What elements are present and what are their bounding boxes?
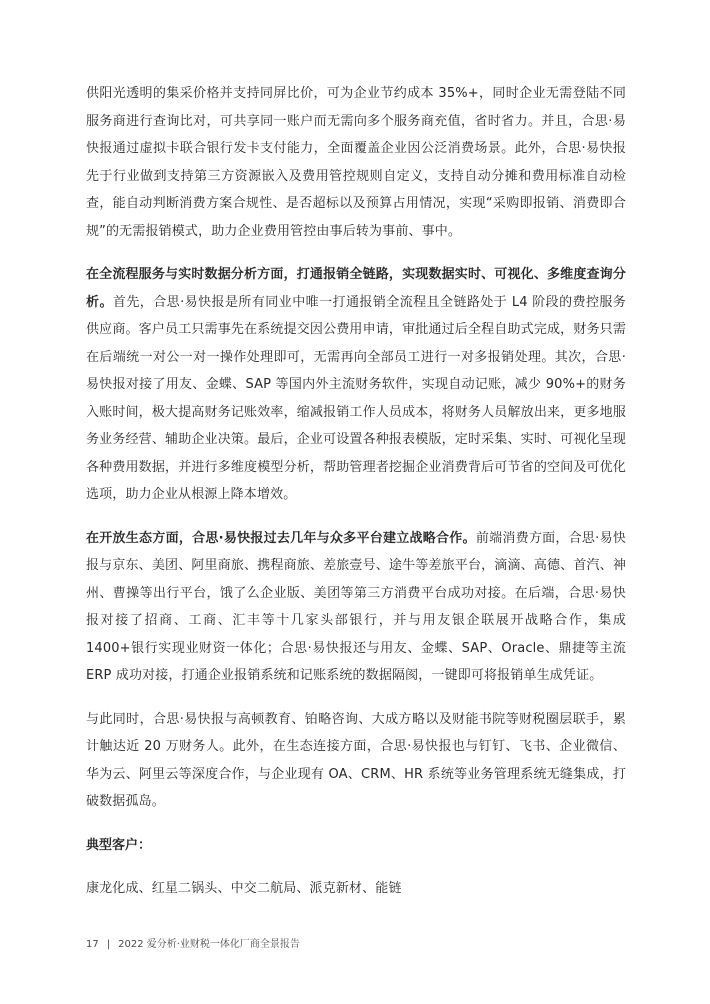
main-content: [86, 80, 626, 919]
customers-list: 康龙化成、红星二锅头、中交二航局、派克新材、能链: [86, 881, 402, 896]
paragraph-lead: 在开放生态方面，合思·易快报过去几年与众多平台建立战略合作。: [86, 530, 476, 546]
page-number: 17: [86, 939, 99, 950]
paragraph-full-process: [86, 261, 626, 509]
customers-heading: 典型客户：: [86, 837, 152, 853]
paragraph-text: 首先，合思·易快报是所有同业中唯一打通报销全流程且全链路处于 L4 阶段的费控服务供应商。客户员工只需事先在系统提交因公费用申请，审批通过后全程自助式完成，财务只需在后端统一对公一对一操作处理即可，无需再向全部员工进行一对多报销处理。其次，合思·易快报对接了用友、金蝶、SAP 等国内外主流财务软件，实现自动记账，减少 90%+的财务入账时间，极大提高财务记账效率，缩减报销工作人员成本，将财务人员解放出来，更多地服务业务经营、辅助企业决策。最后，企业可设置各种报表模版，定时采集、实时、可视化呈现各种费用数据，并进行多维度模型分析，帮助管理者挖掘企业消费背后可节省的空间及可优化选项，助力企业从根源上降本增效。: [86, 294, 626, 502]
paragraph-text: 与此同时，合思·易快报与高顿教育、铂略咨询、大成方略以及财能书院等财税圈层联手，累计触达近 20 万财务人。此外，在生态连接方面，合思·易快报也与钉钉、飞书、企业微信、华为云、阿里云等深度合作，与企业现有 OA、CRM、HR 系统等业务管理系统无缝集成，打破数据孤岛。: [86, 711, 626, 809]
paragraph-partnerships: [86, 706, 626, 816]
paragraph-lead: 在全流程服务与实时数据分析方面，打通报销全链路，实现数据实时、可视化、多维度查询分析。: [86, 267, 626, 310]
paragraph-cost-control: [86, 80, 626, 245]
page-footer: [86, 935, 300, 950]
paragraph-open-ecosystem: [86, 525, 626, 690]
paragraph-text: 供阳光透明的集采价格并支持同屏比价，可为企业节约成本 35%+，同时企业无需登陆不同服务商进行查询比对，可共享同一账户而无需向多个服务商充值，省时省力。并且，合思·易快报通过虚拟卡联合银行发卡支付能力，全面覆盖企业因公泛消费场景。此外，合思·易快报先于行业做到支持第三方资源嵌入及费用管控规则自定义，支持自动分摊和费用标准自动检查，能自动判断消费方案合规性、是否超标以及预算占用情况，实现“采购即报销、消费即合规”的无需报销模式，助力企业费用管控由事后转为事前、事中。: [86, 86, 626, 239]
report-title: 2022 爱分析·业财税一体化厂商全景报告: [118, 939, 300, 950]
paragraph-text: 前端消费方面，合思·易快报与京东、美团、阿里商旅、携程商旅、差旅壹号、途牛等差旅平台，滴滴、高德、首汽、神州、曹操等出行平台，饿了么企业版、美团等第三方消费平台成功对接。在后端，合思·易快报对接了招商、工商、汇丰等十几家头部银行，并与用友银企联展开战略合作，集成 1400+银行实现业财资一体化；合思·易快报还与用友、金蝶、SAP、Oracle、鼎捷等主流 ERP 成功对接，打通企业报销系统和记账系统的数据隔阂，一键即可将报销单生成凭证。: [86, 530, 626, 683]
footer-separator: |: [106, 939, 111, 950]
